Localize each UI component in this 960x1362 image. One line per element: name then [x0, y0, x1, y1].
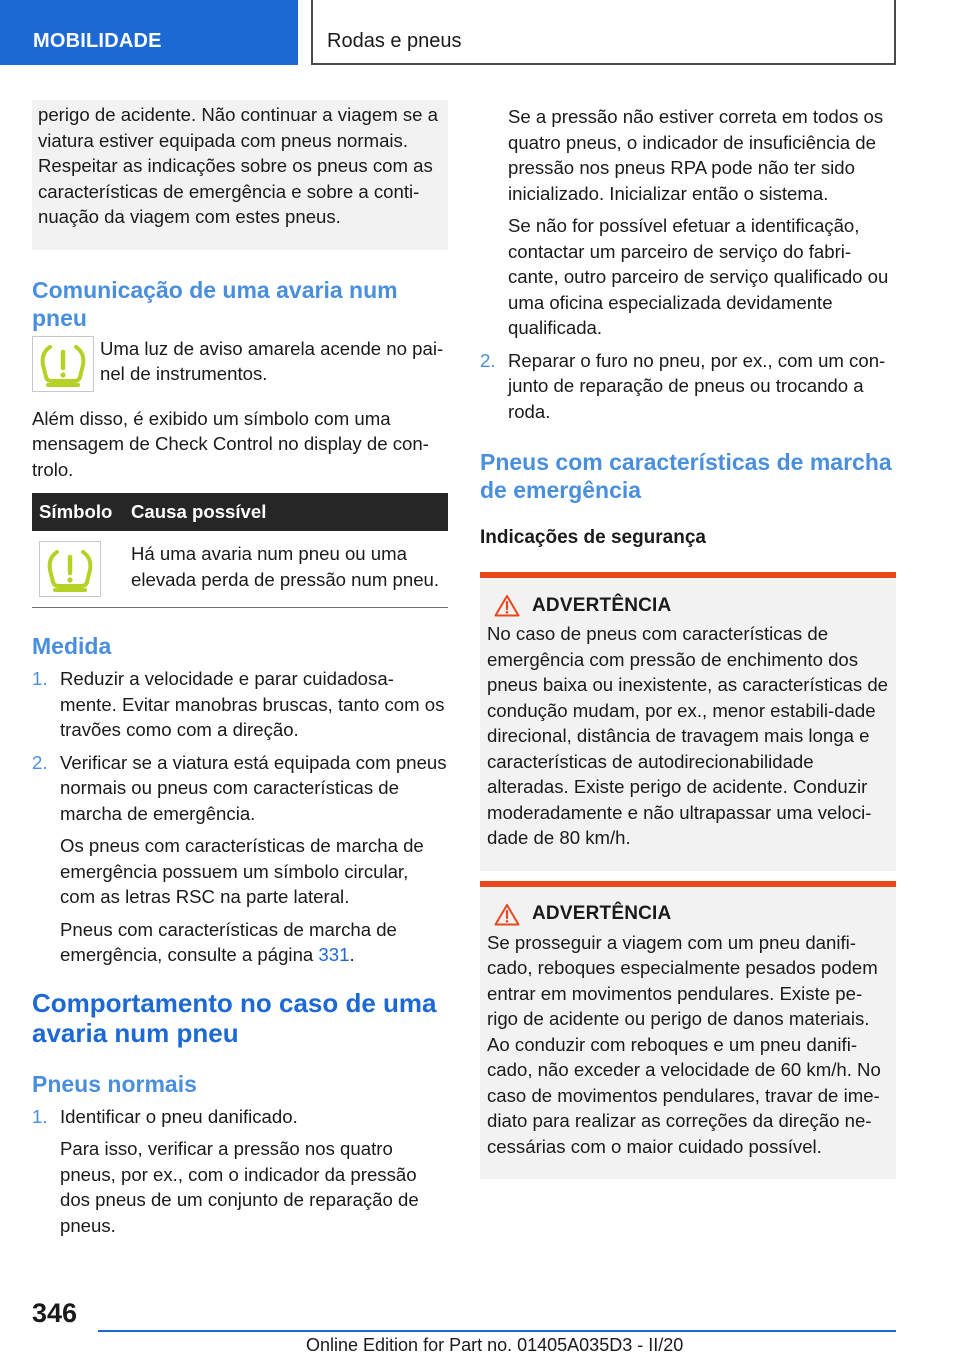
section-label: MOBILIDADE	[33, 30, 162, 52]
step-note: Se a pressão não estiver correta em todos os quatro pneus, o indicador de insuficiência de pressão nos pneus RPA pode não ter sido inicializado. Inicializar então o sistema.	[508, 106, 884, 204]
table-header-symbol: Símbolo	[32, 493, 124, 531]
table-cell-symbol	[32, 531, 124, 608]
tire-pressure-warning-icon	[39, 541, 101, 597]
step-text: Reparar o furo no pneu, por ex., com um con‐junto de reparação de pneus ou trocando a roda.	[508, 349, 886, 422]
chapter-label: Rodas e pneus	[327, 30, 462, 52]
step-number: 1.	[32, 668, 48, 689]
table-header-cause: Causa possível	[124, 493, 448, 531]
left-column	[32, 100, 448, 1238]
list-item	[32, 750, 448, 968]
warning-title-row	[494, 594, 889, 617]
tire-pressure-warning-icon	[32, 336, 94, 392]
warning-text: No caso de pneus com características de emergência com pressão de enchimento dos pneus baixa ou inexistente, as características de condução mudam, por ex., menor estabili‐dade direcional, distância de travagem mais longa e características de autodirecionabilidade alteradas. Existe perigo de acidente. Conduzir moderadamente e não ultrapassar uma veloci‐dade de 80 km/h.	[487, 623, 889, 848]
chapter-tab	[311, 0, 896, 65]
step-note: Para isso, verificar a pressão nos quatro pneus, por ex., com o indicador da pressão dos pneus de um conjunto de reparação de pneus.	[60, 1138, 419, 1236]
page-link[interactable]: 331	[318, 944, 350, 965]
continued-warning-box	[32, 100, 448, 250]
list-item	[480, 348, 896, 425]
warning-triangle-icon	[494, 594, 520, 617]
step-reference	[60, 917, 448, 968]
check-control-text: Além disso, é exibido um símbolo com uma mensagem de Check Control no display de con‐trolo.	[32, 407, 429, 480]
step-text: Identificar o pneu danificado.	[60, 1105, 298, 1127]
list-item	[32, 666, 448, 743]
page-number: 346	[32, 1298, 78, 1328]
step-number: 2.	[32, 751, 48, 773]
reference-suffix: .	[349, 944, 355, 965]
warning-light-row	[32, 336, 448, 392]
warning-box	[480, 572, 896, 871]
table-cell-cause: Há uma avaria num pneu ou uma elevada perda de pressão num pneu.	[124, 531, 448, 608]
step-text: Verificar se a viatura está equipada com pneus normais ou pneus com características de marcha de emergência.	[60, 751, 447, 824]
continued-warning-text: perigo de acidente. Não continuar a viagem se a viatura estiver equipada com pneus normais. Respeitar as indicações sobre os pneus com as características de emergência e sobre a conti‐nuação da viagem com estes pneus.	[38, 104, 439, 227]
heading-run-flat: Pneus com características de marcha de emergência	[480, 449, 892, 503]
warning-text: Se prosseguir a viagem com um pneu danifi‐cado, reboques especialmente pesados podem entrar em movimentos pendulares. Existe pe‐rigo de acidente ou perigo de danos materiais. Ao conduzir com reboques e um pneu danifi‐cado, não exceder a velocidade de 60 km/h. No caso de movimentos pendulares, travar de ime‐diato para realizar as correções da direção ne‐cessárias com o maior cuidado possível.	[487, 931, 881, 1157]
measure-steps	[32, 666, 448, 968]
section-tab	[0, 0, 298, 65]
footer-edition: Online Edition for Part no. 01405A035D3 - II/20	[306, 1335, 684, 1355]
normal-steps	[32, 1104, 448, 1239]
list-item	[32, 1104, 448, 1239]
warning-box	[480, 881, 896, 1180]
table-row	[32, 531, 448, 608]
warning-triangle-icon	[494, 903, 520, 926]
right-column	[480, 100, 896, 1179]
step-number: 1.	[32, 1105, 48, 1127]
continued-steps	[480, 104, 896, 424]
step-note: Se não for possível efetuar a identificação, contactar um parceiro de serviço do fabri‐cante, outro parceiro de serviço qualificado ou uma oficina especializada devidamente qualificada.	[508, 215, 889, 338]
heading-failure-report: Comunicação de uma avaria num pneu	[32, 276, 398, 331]
heading-safety: Indicações de segurança	[480, 527, 706, 548]
warning-title: ADVERTÊNCIA	[532, 594, 672, 616]
heading-behavior: Comportamento no caso de uma avaria num pneu	[32, 987, 437, 1048]
symbol-table	[32, 493, 448, 608]
reference-text: Pneus com características de marcha de emergência, consulte a página	[60, 918, 397, 965]
warning-title: ADVERTÊNCIA	[532, 903, 672, 924]
warning-title-row	[494, 903, 889, 926]
footer-divider	[98, 1330, 896, 1332]
step-note: Os pneus com características de marcha de emergência possuem um símbolo circular, com as letras RSC na parte lateral.	[60, 835, 424, 907]
warning-light-text: Uma luz de aviso amarela acende no pai‐nel de instrumentos.	[100, 337, 444, 384]
step-text: Reduzir a velocidade e parar cuidadosa‐mente. Evitar manobras bruscas, tanto com os travões como com a direção.	[60, 668, 445, 740]
heading-measure: Medida	[32, 633, 112, 659]
heading-normal-tires: Pneus normais	[32, 1070, 197, 1097]
step-number: 2.	[480, 349, 496, 371]
list-item	[480, 104, 896, 341]
